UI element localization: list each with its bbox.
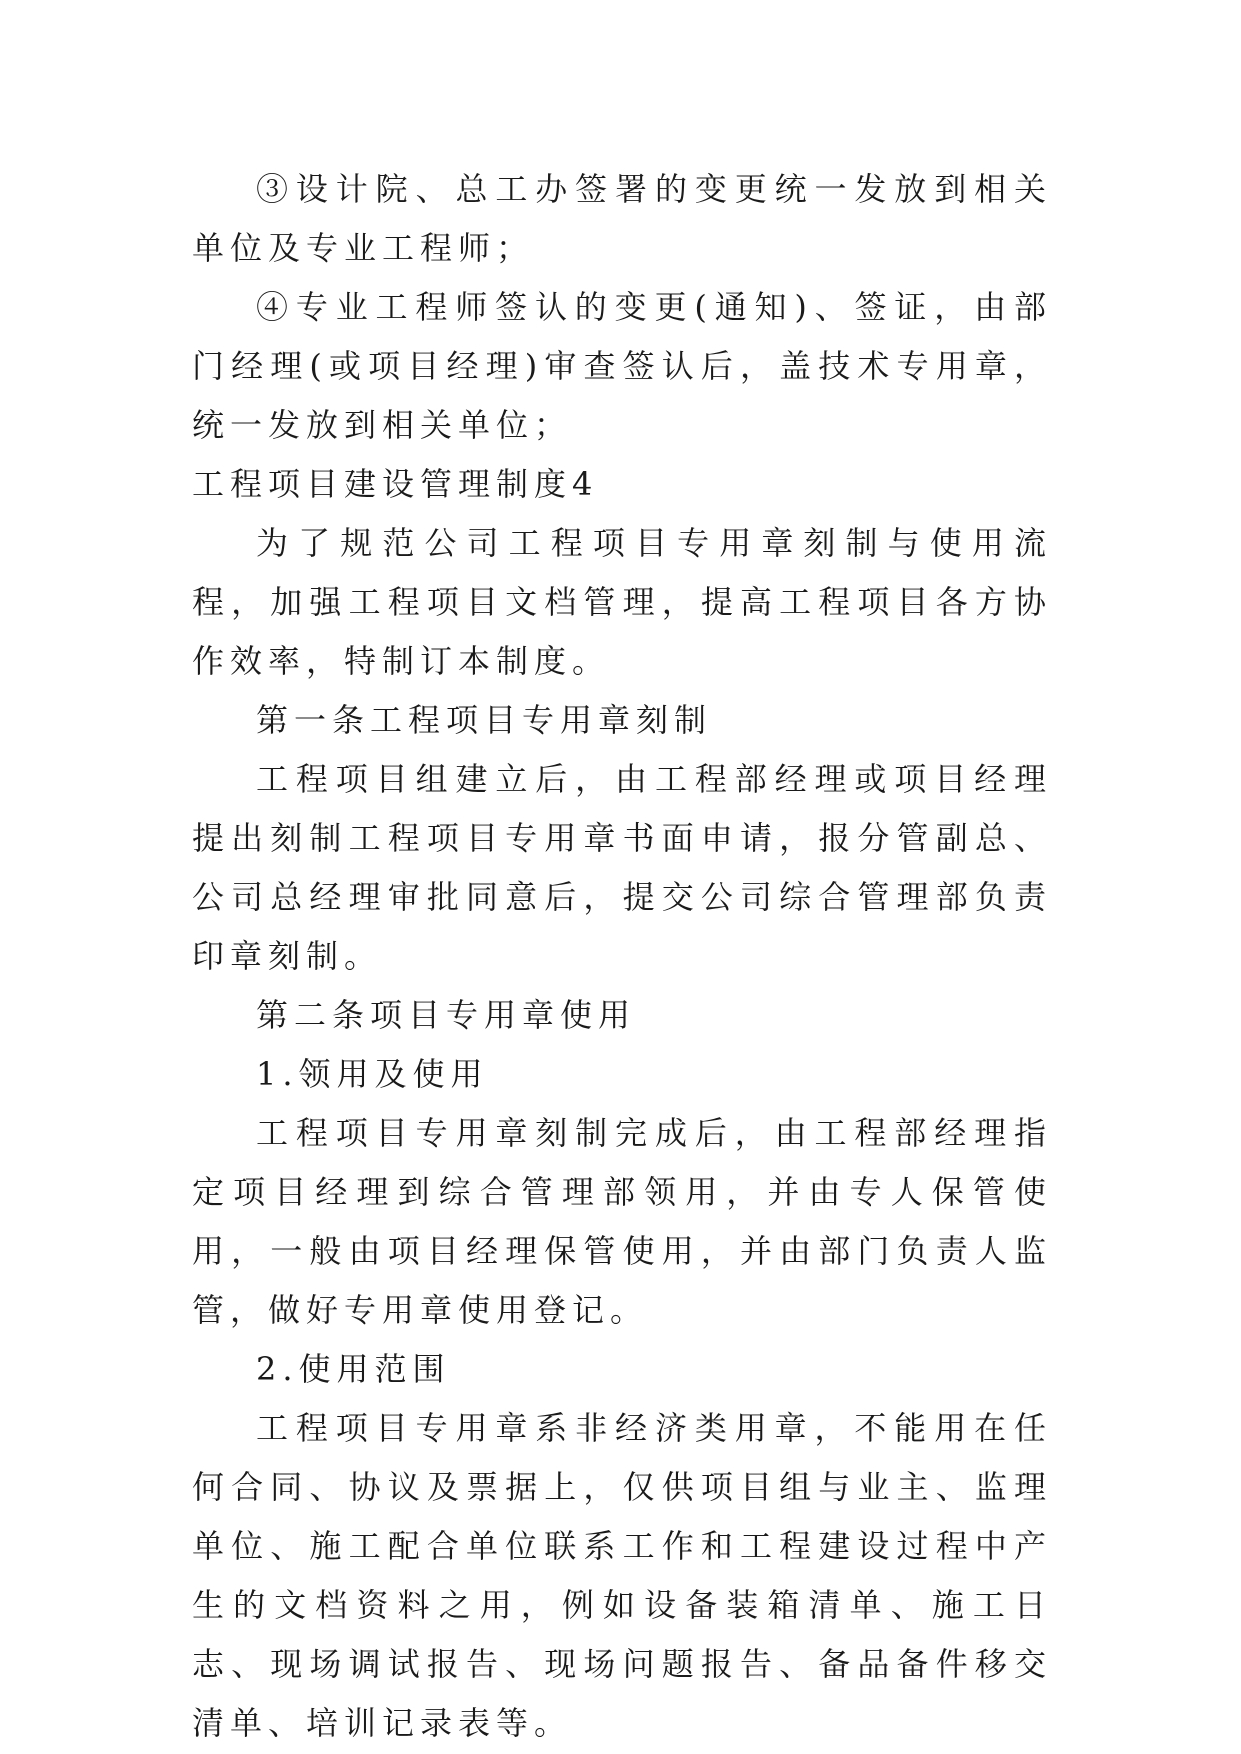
- paragraph-collection-use: 工程项目专用章刻制完成后，由工程部经理指定项目经理到综合管理部领用，并由专人保管使用，一般由项目经理保管使用，并由部门负责人监管，做好专用章使用登记。: [192, 1114, 1052, 1329]
- paragraph-scope: 工程项目专用章系非经济类用章，不能用在任何合同、协议及票据上，仅供项目组与业主、监理单位、施工配合单位联系工作和工程建设过程中产生的文档资料之用，例如设备装箱清单、施工日志、现场调试报告、现场问题报告、备品备件移交清单、培训记录表等。: [192, 1409, 1052, 1742]
- document-body: [192, 160, 1052, 1753]
- paragraph-seal-creation: 工程项目组建立后，由工程部经理或项目经理提出刻制工程项目专用章书面申请，报分管副总、公司总经理审批同意后，提交公司综合管理部负责印章刻制。: [192, 760, 1052, 975]
- section-heading: 工程项目建设管理制度4: [192, 465, 599, 503]
- paragraph-design-change-distribution: ③设计院、总工办签署的变更统一发放到相关单位及专业工程师；: [192, 170, 1052, 267]
- article-heading-2: 第二条项目专用章使用: [256, 996, 637, 1034]
- article-heading-1: 第一条工程项目专用章刻制: [256, 701, 713, 739]
- paragraph-purpose: 为了规范公司工程项目专用章刻制与使用流程，加强工程项目文档管理，提高工程项目各方协作效率，特制订本制度。: [192, 524, 1052, 680]
- subheading-collection-use: 1.领用及使用: [256, 1055, 489, 1093]
- paragraph-engineer-change-approval: ④专业工程师签认的变更(通知)、签证，由部门经理(或项目经理)审查签认后，盖技术专用章，统一发放到相关单位；: [192, 288, 1052, 444]
- subheading-scope: 2.使用范围: [256, 1350, 451, 1388]
